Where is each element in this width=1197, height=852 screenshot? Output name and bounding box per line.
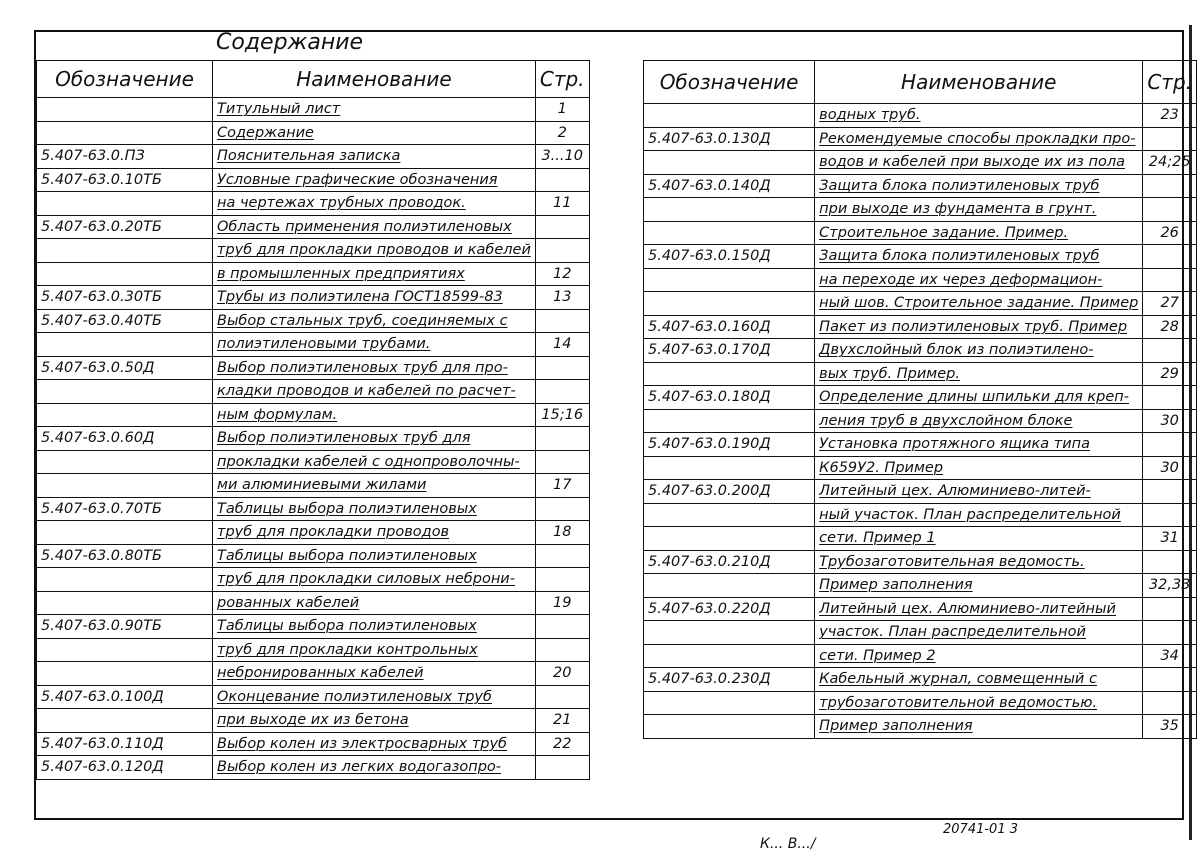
row-designation: 5.407-63.0.180Д: [644, 386, 815, 410]
row-page: 11: [535, 192, 589, 216]
row-name: Таблицы выбора полиэтиленовых: [213, 497, 536, 521]
row-name: ления труб в двухслойном блоке: [815, 409, 1143, 433]
row-designation: [37, 380, 213, 404]
row-page: 26: [1143, 221, 1197, 245]
row-page: [1143, 668, 1197, 692]
row-name: Защита блока полиэтиленовых труб: [815, 245, 1143, 269]
row-name: Пример заполнения: [815, 574, 1143, 598]
row-page: [535, 168, 589, 192]
row-name: на переходе их через деформацион-: [815, 268, 1143, 292]
row-designation: 5.407-63.0.190Д: [644, 433, 815, 457]
row-designation: [644, 621, 815, 645]
table-row: [37, 145, 590, 169]
row-designation: 5.407-63.0.80ТБ: [37, 544, 213, 568]
row-page: [535, 568, 589, 592]
row-page: [1143, 433, 1197, 457]
row-name: К659У2. Пример: [815, 456, 1143, 480]
table-row: [644, 550, 1197, 574]
contents-table-right: [643, 60, 1197, 739]
row-page: 15;16: [535, 403, 589, 427]
row-name: водных труб.: [815, 104, 1143, 128]
row-name: Выбор полиэтиленовых труб для про-: [213, 356, 536, 380]
table-row: [37, 356, 590, 380]
row-page: 35: [1143, 715, 1197, 739]
row-name: при выходе из фундамента в грунт.: [815, 198, 1143, 222]
row-designation: 5.407-63.0.140Д: [644, 174, 815, 198]
table-row: [644, 362, 1197, 386]
row-designation: [37, 474, 213, 498]
row-page: 17: [535, 474, 589, 498]
row-page: 30: [1143, 409, 1197, 433]
table-row: [644, 104, 1197, 128]
row-designation: 5.407-63.0.130Д: [644, 127, 815, 151]
row-page: [1143, 550, 1197, 574]
row-designation: 5.407-63.0.230Д: [644, 668, 815, 692]
table-header-row: [37, 61, 590, 98]
row-page: [535, 427, 589, 451]
row-designation: [37, 662, 213, 686]
row-name: при выходе их из бетона: [213, 709, 536, 733]
row-page: 29: [1143, 362, 1197, 386]
row-designation: [37, 521, 213, 545]
row-name: Оконцевание полиэтиленовых труб: [213, 685, 536, 709]
table-row: [37, 497, 590, 521]
table-row: [644, 715, 1197, 739]
table-row: [644, 268, 1197, 292]
row-designation: [37, 262, 213, 286]
row-page: 31: [1143, 527, 1197, 551]
row-designation: 5.407-63.0.60Д: [37, 427, 213, 451]
row-designation: 5.407-63.0.150Д: [644, 245, 815, 269]
row-page: 23: [1143, 104, 1197, 128]
row-name: Установка протяжного ящика типа: [815, 433, 1143, 457]
row-page: [1143, 691, 1197, 715]
row-name: ный участок. План распределительной: [815, 503, 1143, 527]
row-name: Выбор стальных труб, соединяемых с: [213, 309, 536, 333]
row-page: [535, 309, 589, 333]
row-designation: [37, 121, 213, 145]
row-page: [535, 756, 589, 780]
row-page: 13: [535, 286, 589, 310]
table-row: [37, 380, 590, 404]
row-page: [535, 239, 589, 263]
row-name: Область применения полиэтиленовых: [213, 215, 536, 239]
table-row: [37, 403, 590, 427]
row-designation: [644, 292, 815, 316]
row-page: [1143, 386, 1197, 410]
row-designation: [644, 574, 815, 598]
row-designation: 5.407-63.0.30ТБ: [37, 286, 213, 310]
row-page: 34: [1143, 644, 1197, 668]
row-designation: [644, 268, 815, 292]
row-name: Пакет из полиэтиленовых труб. Пример: [815, 315, 1143, 339]
table-row: [644, 456, 1197, 480]
table-row: [644, 315, 1197, 339]
contents-table-left: [36, 60, 590, 780]
row-page: [535, 638, 589, 662]
row-designation: [37, 638, 213, 662]
row-name: сети. Пример 2: [815, 644, 1143, 668]
row-page: 24;25: [1143, 151, 1197, 175]
table-row: [644, 574, 1197, 598]
row-designation: [644, 362, 815, 386]
row-designation: [644, 221, 815, 245]
table-row: [644, 644, 1197, 668]
table-row: [37, 732, 590, 756]
row-designation: [37, 192, 213, 216]
row-name: кладки проводов и кабелей по расчет-: [213, 380, 536, 404]
row-page: 19: [535, 591, 589, 615]
row-name: Пояснительная записка: [213, 145, 536, 169]
table-row: [644, 386, 1197, 410]
table-row: [644, 221, 1197, 245]
table-row: [644, 292, 1197, 316]
header-name: Наименование: [815, 61, 1143, 104]
row-name: ный шов. Строительное задание. Пример: [815, 292, 1143, 316]
table-row: [37, 615, 590, 639]
row-designation: [644, 503, 815, 527]
row-name: Пример заполнения: [815, 715, 1143, 739]
row-designation: 5.407-63.0.120Д: [37, 756, 213, 780]
row-designation: [644, 527, 815, 551]
row-designation: 5.407-63.0.220Д: [644, 597, 815, 621]
row-page: [535, 685, 589, 709]
row-name: Литейный цех. Алюминиево-литей-: [815, 480, 1143, 504]
table-row: [644, 691, 1197, 715]
table-row: [37, 450, 590, 474]
row-name: Выбор полиэтиленовых труб для: [213, 427, 536, 451]
row-page: [1143, 198, 1197, 222]
row-page: 1: [535, 98, 589, 122]
row-page: 21: [535, 709, 589, 733]
row-name: Литейный цех. Алюминиево-литейный: [815, 597, 1143, 621]
row-name: небронированных кабелей: [213, 662, 536, 686]
row-name: водов и кабелей при выходе их из пола: [815, 151, 1143, 175]
row-designation: [644, 715, 815, 739]
row-page: 20: [535, 662, 589, 686]
row-name: Трубозаготовительная ведомость.: [815, 550, 1143, 574]
row-name: трубозаготовительной ведомостью.: [815, 691, 1143, 715]
table-row: [37, 98, 590, 122]
row-name: Защита блока полиэтиленовых труб: [815, 174, 1143, 198]
row-name: труб для прокладки проводов и кабелей: [213, 239, 536, 263]
row-designation: [37, 568, 213, 592]
row-name: Строительное задание. Пример.: [815, 221, 1143, 245]
row-name: рованных кабелей: [213, 591, 536, 615]
row-page: [1143, 268, 1197, 292]
table-row: [644, 480, 1197, 504]
row-page: [1143, 621, 1197, 645]
row-page: [1143, 245, 1197, 269]
header-name: Наименование: [213, 61, 536, 98]
row-name: Выбор колен из электросварных труб: [213, 732, 536, 756]
row-name: ным формулам.: [213, 403, 536, 427]
row-page: 18: [535, 521, 589, 545]
row-name: Выбор колен из легких водогазопро-: [213, 756, 536, 780]
row-page: [1143, 127, 1197, 151]
row-name: Титульный лист: [213, 98, 536, 122]
row-designation: [37, 333, 213, 357]
table-row: [37, 192, 590, 216]
row-designation: [37, 403, 213, 427]
row-designation: 5.407-63.0.90ТБ: [37, 615, 213, 639]
table-row: [37, 685, 590, 709]
table-row: [37, 591, 590, 615]
row-page: 32,33: [1143, 574, 1197, 598]
table-row: [37, 568, 590, 592]
header-designation: Обозначение: [37, 61, 213, 98]
contents-right-body: [644, 104, 1197, 739]
row-designation: 5.407-63.0.70ТБ: [37, 497, 213, 521]
row-name: Условные графические обозначения: [213, 168, 536, 192]
row-designation: 5.407-63.0.160Д: [644, 315, 815, 339]
row-page: [535, 544, 589, 568]
row-designation: 5.407-63.0.200Д: [644, 480, 815, 504]
signature: К... В.../: [760, 836, 816, 852]
row-page: 14: [535, 333, 589, 357]
table-row: [644, 245, 1197, 269]
table-row: [37, 286, 590, 310]
row-name: труб для прокладки контрольных: [213, 638, 536, 662]
row-name: участок. План распределительной: [815, 621, 1143, 645]
row-name: Кабельный журнал, совмещенный с: [815, 668, 1143, 692]
row-designation: [644, 644, 815, 668]
row-designation: 5.407-63.0.10ТБ: [37, 168, 213, 192]
table-row: [37, 709, 590, 733]
row-designation: [37, 450, 213, 474]
row-designation: [37, 591, 213, 615]
header-designation: Обозначение: [644, 61, 815, 104]
row-page: [535, 615, 589, 639]
row-page: 28: [1143, 315, 1197, 339]
row-designation: [644, 151, 815, 175]
row-designation: [37, 709, 213, 733]
table-row: [37, 168, 590, 192]
row-designation: [644, 456, 815, 480]
table-row: [37, 262, 590, 286]
table-row: [37, 544, 590, 568]
table-row: [644, 127, 1197, 151]
row-name: Рекомендуемые способы прокладки про-: [815, 127, 1143, 151]
table-row: [37, 427, 590, 451]
row-name: вых труб. Пример.: [815, 362, 1143, 386]
row-name: сети. Пример 1: [815, 527, 1143, 551]
row-name: на чертежах трубных проводок.: [213, 192, 536, 216]
header-page: Стр.: [1143, 61, 1197, 104]
table-row: [37, 309, 590, 333]
row-name: в промышленных предприятиях: [213, 262, 536, 286]
row-designation: [37, 98, 213, 122]
table-row: [644, 597, 1197, 621]
table-row: [37, 474, 590, 498]
row-name: ми алюминиевыми жилами: [213, 474, 536, 498]
table-row: [37, 521, 590, 545]
row-designation: [644, 409, 815, 433]
row-name: Определение длины шпильки для креп-: [815, 386, 1143, 410]
table-row: [37, 215, 590, 239]
row-name: Таблицы выбора полиэтиленовых: [213, 544, 536, 568]
row-page: [535, 450, 589, 474]
row-name: труб для прокладки проводов: [213, 521, 536, 545]
row-page: 3...10: [535, 145, 589, 169]
table-row: [644, 527, 1197, 551]
table-row: [37, 662, 590, 686]
row-page: 2: [535, 121, 589, 145]
table-row: [644, 621, 1197, 645]
row-designation: [37, 239, 213, 263]
row-page: [535, 497, 589, 521]
table-row: [37, 638, 590, 662]
row-designation: 5.407-63.0.ПЗ: [37, 145, 213, 169]
table-row: [644, 198, 1197, 222]
table-row: [644, 503, 1197, 527]
row-name: Таблицы выбора полиэтиленовых: [213, 615, 536, 639]
row-designation: 5.407-63.0.100Д: [37, 685, 213, 709]
row-name: Содержание: [213, 121, 536, 145]
row-designation: [644, 104, 815, 128]
row-designation: 5.407-63.0.170Д: [644, 339, 815, 363]
table-row: [644, 409, 1197, 433]
row-page: [1143, 480, 1197, 504]
row-name: Двухслойный блок из полиэтилено-: [815, 339, 1143, 363]
row-page: 30: [1143, 456, 1197, 480]
table-row: [37, 756, 590, 780]
table-row: [37, 121, 590, 145]
row-page: 27: [1143, 292, 1197, 316]
row-name: полиэтиленовыми трубами.: [213, 333, 536, 357]
row-page: [1143, 503, 1197, 527]
row-page: [1143, 174, 1197, 198]
row-page: [535, 356, 589, 380]
header-page: Стр.: [535, 61, 589, 98]
table-header-row: [644, 61, 1197, 104]
row-designation: 5.407-63.0.210Д: [644, 550, 815, 574]
table-row: [644, 339, 1197, 363]
row-designation: 5.407-63.0.110Д: [37, 732, 213, 756]
row-page: 22: [535, 732, 589, 756]
table-row: [644, 151, 1197, 175]
row-designation: [644, 198, 815, 222]
page-title: Содержание: [216, 30, 364, 55]
row-page: [1143, 597, 1197, 621]
row-page: [1143, 339, 1197, 363]
row-designation: 5.407-63.0.40ТБ: [37, 309, 213, 333]
row-page: [535, 215, 589, 239]
row-name: труб для прокладки силовых неброни-: [213, 568, 536, 592]
table-row: [644, 433, 1197, 457]
document-stamp: 20741-01 3: [943, 822, 1018, 837]
row-designation: 5.407-63.0.20ТБ: [37, 215, 213, 239]
table-row: [644, 174, 1197, 198]
row-designation: 5.407-63.0.50Д: [37, 356, 213, 380]
row-designation: [644, 691, 815, 715]
table-row: [37, 333, 590, 357]
row-name: прокладки кабелей с однопроволочны-: [213, 450, 536, 474]
row-name: Трубы из полиэтилена ГОСТ18599-83: [213, 286, 536, 310]
row-page: 12: [535, 262, 589, 286]
contents-left-body: [37, 98, 590, 780]
table-row: [644, 668, 1197, 692]
row-page: [535, 380, 589, 404]
table-row: [37, 239, 590, 263]
